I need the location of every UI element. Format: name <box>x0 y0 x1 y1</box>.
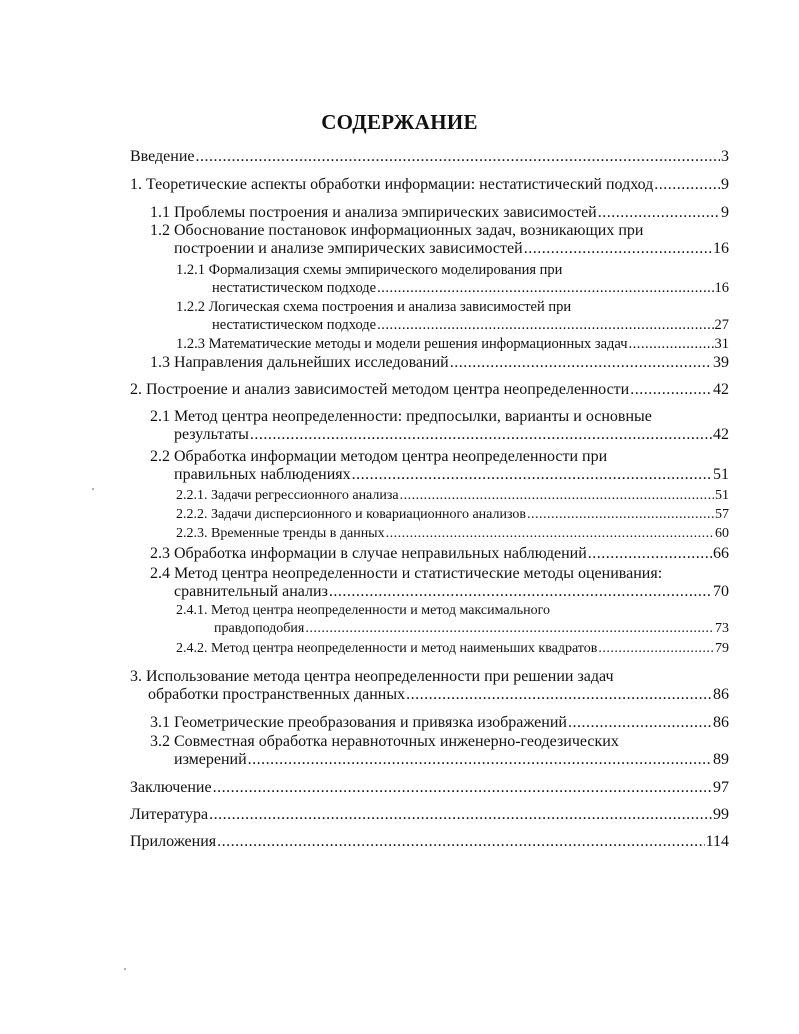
toc-entry <box>130 148 729 166</box>
toc-entry-text: 2.4 Метод центра неопределенности и статистические методы оценивания: <box>150 565 663 582</box>
toc-entry-page: 27 <box>714 317 729 333</box>
toc-entry-page: 42 <box>713 426 729 443</box>
scan-speck <box>92 488 94 490</box>
toc-entry-text-cont: измерений <box>174 751 247 768</box>
toc-entry-text: 2. Построение и анализ зависимостей методом центра неопределенности <box>130 381 630 398</box>
toc-entry <box>150 408 729 444</box>
toc-entry-page: 16 <box>714 280 729 296</box>
toc-entry <box>130 806 729 824</box>
toc-entry <box>150 222 729 258</box>
toc-entry-text: 1.3 Направления дальнейших исследований <box>150 354 449 371</box>
toc-entry-page: 66 <box>713 545 729 562</box>
toc-entry <box>130 381 729 399</box>
toc-entry-text-cont: сравнительный анализ <box>174 583 328 600</box>
toc-entry-page: 99 <box>713 806 729 823</box>
toc-entry <box>176 506 729 524</box>
toc-entry-text-cont: правильных наблюдениях <box>174 466 351 483</box>
toc-entry-page: 9 <box>721 176 729 193</box>
toc-entry-page: 51 <box>715 488 729 503</box>
toc-entry <box>150 204 729 222</box>
toc-entry-text: Приложения <box>130 833 217 850</box>
toc-entry-text: 2.1 Метод центра неопределенности: предпосылки, варианты и основные <box>150 408 652 425</box>
toc-entry <box>176 487 729 505</box>
toc-entry-page: 114 <box>705 833 729 850</box>
page-title: СОДЕРЖАНИЕ <box>321 110 478 134</box>
toc-entry <box>150 545 729 563</box>
toc-entry <box>130 668 729 704</box>
toc-entry <box>150 733 729 769</box>
toc-entry <box>150 565 729 601</box>
toc-entry-text: Введение <box>130 148 195 165</box>
toc-entry-text: 2.2.1. Задачи регрессионного анализа <box>176 488 399 503</box>
toc-entry-text: 1.2 Обоснование постановок информационных задач, возникающих при <box>150 222 644 239</box>
toc-entry <box>130 779 729 797</box>
toc-entry <box>176 602 729 638</box>
toc-entry-text: 1.1 Проблемы построения и анализа эмпирических зависимостей <box>150 204 597 221</box>
toc-entry-text: Литература <box>130 806 209 823</box>
toc-entry-page: 60 <box>715 526 729 541</box>
toc-entry-page: 39 <box>713 354 729 371</box>
toc-entry-text: 2.4.1. Метод центра неопределенности и метод максимального <box>176 603 550 618</box>
toc-entry-page: 9 <box>721 204 729 221</box>
toc-entry-text-cont: правдоподобия <box>214 621 305 636</box>
toc-entry <box>150 354 729 372</box>
toc-entry-page: 3 <box>721 148 729 165</box>
toc-entry-text: 3.2 Совместная обработка неравноточных инженерно-геодезических <box>150 733 619 750</box>
toc-entry <box>130 176 729 194</box>
toc-entry-text: 2.3 Обработка информации в случае неправильных наблюдений <box>150 545 587 562</box>
toc-entry-text: Заключение <box>130 779 212 796</box>
toc-entry-page: 57 <box>715 507 729 522</box>
toc-entry-page: 86 <box>713 686 729 703</box>
toc-entry-text-cont: обработки пространственных данных <box>148 686 406 703</box>
toc-entry-text-cont: построении и анализе эмпирических зависимостей <box>174 240 523 257</box>
toc-entry-text: 2.4.2. Метод центра неопределенности и метод наименьших квадратов <box>176 641 598 656</box>
toc-entry-page: 79 <box>715 641 729 656</box>
toc-entry-page: 73 <box>715 621 729 636</box>
toc-entry <box>176 335 729 353</box>
toc-entry-text: 3. Использование метода центра неопределенности при решении задач <box>130 668 614 685</box>
toc-entry <box>176 298 729 334</box>
toc-entry-page: 86 <box>713 714 729 731</box>
toc-entry-page: 31 <box>714 336 729 352</box>
toc-entry <box>176 640 729 658</box>
toc-entry <box>150 448 729 484</box>
toc-entry-text: 3.1 Геометрические преобразования и привязка изображений <box>150 714 567 731</box>
toc-entry-text-cont: нестатистическом подходе <box>212 280 377 296</box>
toc-entry-page: 89 <box>713 751 729 768</box>
toc-entry-text: 1.2.2 Логическая схема построения и анализа зависимостей при <box>176 299 572 315</box>
toc-entry <box>176 525 729 543</box>
toc-entry-text: 2.2 Обработка информации методом центра неопределенности при <box>150 448 608 465</box>
toc-entry-page: 16 <box>713 240 729 257</box>
toc-entry <box>130 833 729 851</box>
toc-entry-text-cont: результаты <box>174 426 249 443</box>
toc-entry-text: 1.2.1 Формализация схемы эмпирического моделирования при <box>176 262 563 278</box>
toc-entry-page: 51 <box>713 466 729 483</box>
toc-entry-text-cont: нестатистическом подходе <box>212 317 377 333</box>
toc-entry-page: 97 <box>713 779 729 796</box>
toc-entry-text: 1.2.3 Математические методы и модели решения информационных задач <box>176 336 628 352</box>
toc-entry <box>150 714 729 732</box>
toc-entry-text: 2.2.2. Задачи дисперсионного и ковариационного анализов <box>176 507 527 522</box>
toc-entry-text: 1. Теоретические аспекты обработки информации: нестатистический подход <box>130 176 654 193</box>
scan-speck <box>124 968 126 970</box>
toc-entry-page: 70 <box>713 583 729 600</box>
toc-entry <box>176 261 729 297</box>
toc-entry-text: 2.2.3. Временные тренды в данных <box>176 526 385 541</box>
toc-entry-page: 42 <box>713 381 729 398</box>
